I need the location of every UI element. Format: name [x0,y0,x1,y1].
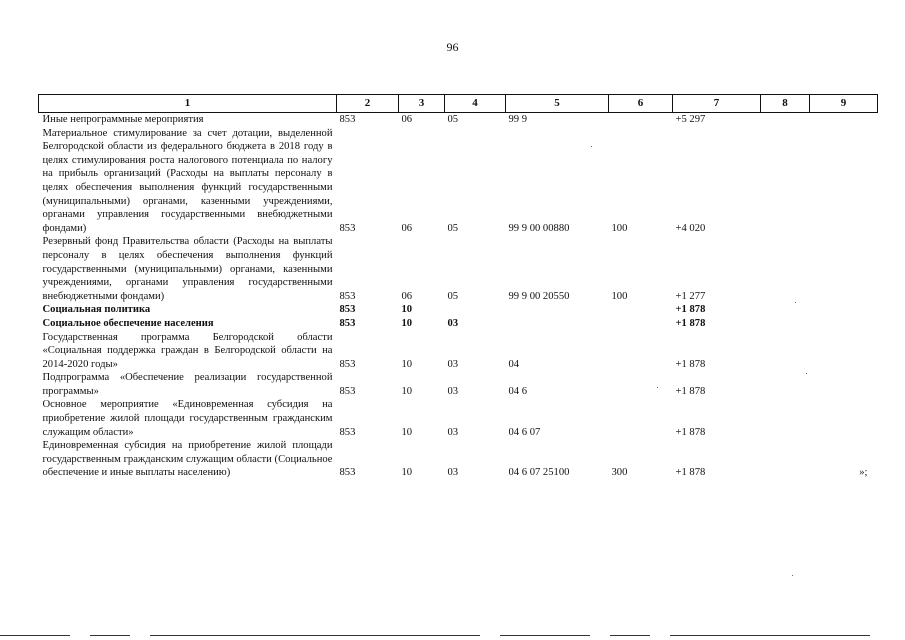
cell-col-8 [761,317,810,331]
cell-col-3: 10 [401,426,413,438]
cell-col-6 [609,371,673,398]
cell-col-7: +1 878 [675,317,706,329]
cell-col-9 [810,398,878,439]
cell-col-5 [506,317,609,331]
cell-col-9 [810,317,878,331]
cell-col-7: +4 020 [675,222,706,234]
col-header-3: 3 [399,95,445,113]
budget-table [38,94,878,480]
cell-col-8 [761,235,810,303]
scan-speck [795,302,796,303]
cell-col-7: +1 878 [675,467,706,479]
col-header-7: 7 [673,95,761,113]
col-header-4: 4 [445,95,506,113]
row-name: Социальная политика [42,304,151,316]
cell-col-3: 10 [401,385,413,397]
row-name: Резервный фонд Правительства области (Расходы на выплаты персоналу в целях обеспечения выполнения функций государственными (муниципальными) органами, казенными учреждениями, органами управления государственными внебюджетными фондами) [42,236,333,302]
cell-col-9 [810,303,878,317]
cell-col-9 [810,127,878,236]
cell-col-5: 04 6 [508,385,528,397]
cell-col-3: 10 [401,358,413,370]
row-name: Материальное стимулирование за счет дотации, выделенной Белгородской области из федерального бюджета в 2018 году в целях стимулирования роста налогового потенциала по налогу на прибыль организаций (Расходы на выплаты персоналу в целях обеспечения выполнения функций государственными (муниципальными) органами, казенными учреждениями, органами управления государственными внебюджетными фондами) [42,127,333,234]
table-row [39,398,878,439]
cell-col-3: 10 [401,467,413,479]
cell-col-2: 853 [339,114,356,125]
table-row [39,371,878,398]
col-header-9: 9 [810,95,878,113]
row-name: Иные непрограммные мероприятия [42,114,204,125]
cell-col-5: 99 9 00 00880 [508,222,570,234]
table-row [39,303,878,317]
cell-col-4: 03 [447,467,459,479]
cell-col-7: +5 297 [675,114,706,125]
row-name: Государственная программа Белгородской области «Социальная поддержка граждан в Белгородской области на 2014-2020 годы» [42,331,333,370]
footer-rule [0,635,70,636]
footer-rule [500,635,590,636]
cell-col-5: 04 6 07 [508,426,541,438]
cell-col-8 [761,439,810,480]
col-header-6: 6 [609,95,673,113]
table-row [39,317,878,331]
cell-col-9 [810,371,878,398]
table-row [39,235,878,303]
cell-col-2: 853 [339,317,356,329]
cell-col-6: 300 [611,467,628,479]
page-number: 96 [446,40,459,54]
col-header-8: 8 [761,95,810,113]
scan-speck [806,373,807,374]
cell-col-9 [810,113,878,127]
cell-col-6 [609,331,673,372]
cell-col-4: 03 [447,385,459,397]
cell-col-7: +1 878 [675,358,706,370]
cell-col-9: »; [859,467,868,479]
row-name: Основное мероприятие «Единовременная субсидия на приобретение жилой площади государственным гражданским служащим области» [42,399,333,438]
row-name: Социальное обеспечение населения [42,317,214,329]
cell-col-8 [761,303,810,317]
cell-col-3: 06 [401,222,413,234]
cell-col-5: 99 9 00 20550 [508,290,570,302]
table-header-row [39,95,878,113]
cell-col-3: 06 [401,290,413,302]
col-header-1: 1 [39,95,337,113]
table-row [39,113,878,127]
cell-col-2: 853 [339,385,356,397]
cell-col-6 [609,303,673,317]
row-name: Единовременная субсидия на приобретение жилой площади государственным гражданским служащим области (Социальное обеспечение и иные выплаты населению) [42,440,333,479]
cell-col-4: 03 [447,317,459,329]
cell-col-3: 06 [401,114,413,125]
cell-col-7: +1 878 [675,304,706,316]
cell-col-7: +1 277 [675,290,706,302]
table-body [39,113,878,481]
cell-col-4 [445,303,506,317]
cell-col-4: 05 [447,290,459,302]
cell-col-8 [761,398,810,439]
scan-speck [792,575,793,576]
cell-col-7: +1 878 [675,426,706,438]
cell-col-3: 10 [401,304,413,316]
scan-speck [657,387,658,388]
cell-col-2: 853 [339,426,356,438]
cell-col-6 [609,317,673,331]
cell-col-8 [761,371,810,398]
cell-col-2: 853 [339,358,356,370]
footer-rule [670,635,870,636]
cell-col-4: 03 [447,426,459,438]
footer-rule [610,635,650,636]
cell-col-5: 99 9 [508,114,528,125]
cell-col-5: 04 6 07 25100 [508,467,570,479]
cell-col-8 [761,127,810,236]
cell-col-4: 05 [447,222,459,234]
cell-col-9 [810,235,878,303]
cell-col-4: 03 [447,358,459,370]
row-name: Подпрограмма «Обеспечение реализации государственной программы» [42,372,333,397]
table-row [39,439,878,480]
cell-col-2: 853 [339,304,356,316]
cell-col-5 [506,303,609,317]
cell-col-2: 853 [339,290,356,302]
cell-col-3: 10 [401,317,413,329]
table-row [39,331,878,372]
cell-col-6: 100 [611,222,628,234]
cell-col-7: +1 878 [675,385,706,397]
cell-col-5: 04 [508,358,520,370]
cell-col-2: 853 [339,222,356,234]
table-row [39,127,878,236]
cell-col-6: 100 [611,290,628,302]
cell-col-4: 05 [447,114,459,125]
scan-speck [591,146,592,147]
cell-col-6 [609,113,673,127]
cell-col-8 [761,331,810,372]
col-header-2: 2 [337,95,399,113]
footer-rule [90,635,130,636]
cell-col-6 [609,398,673,439]
cell-col-9 [810,331,878,372]
footer-rule [150,635,480,636]
cell-col-2: 853 [339,467,356,479]
cell-col-8 [761,113,810,127]
col-header-5: 5 [506,95,609,113]
